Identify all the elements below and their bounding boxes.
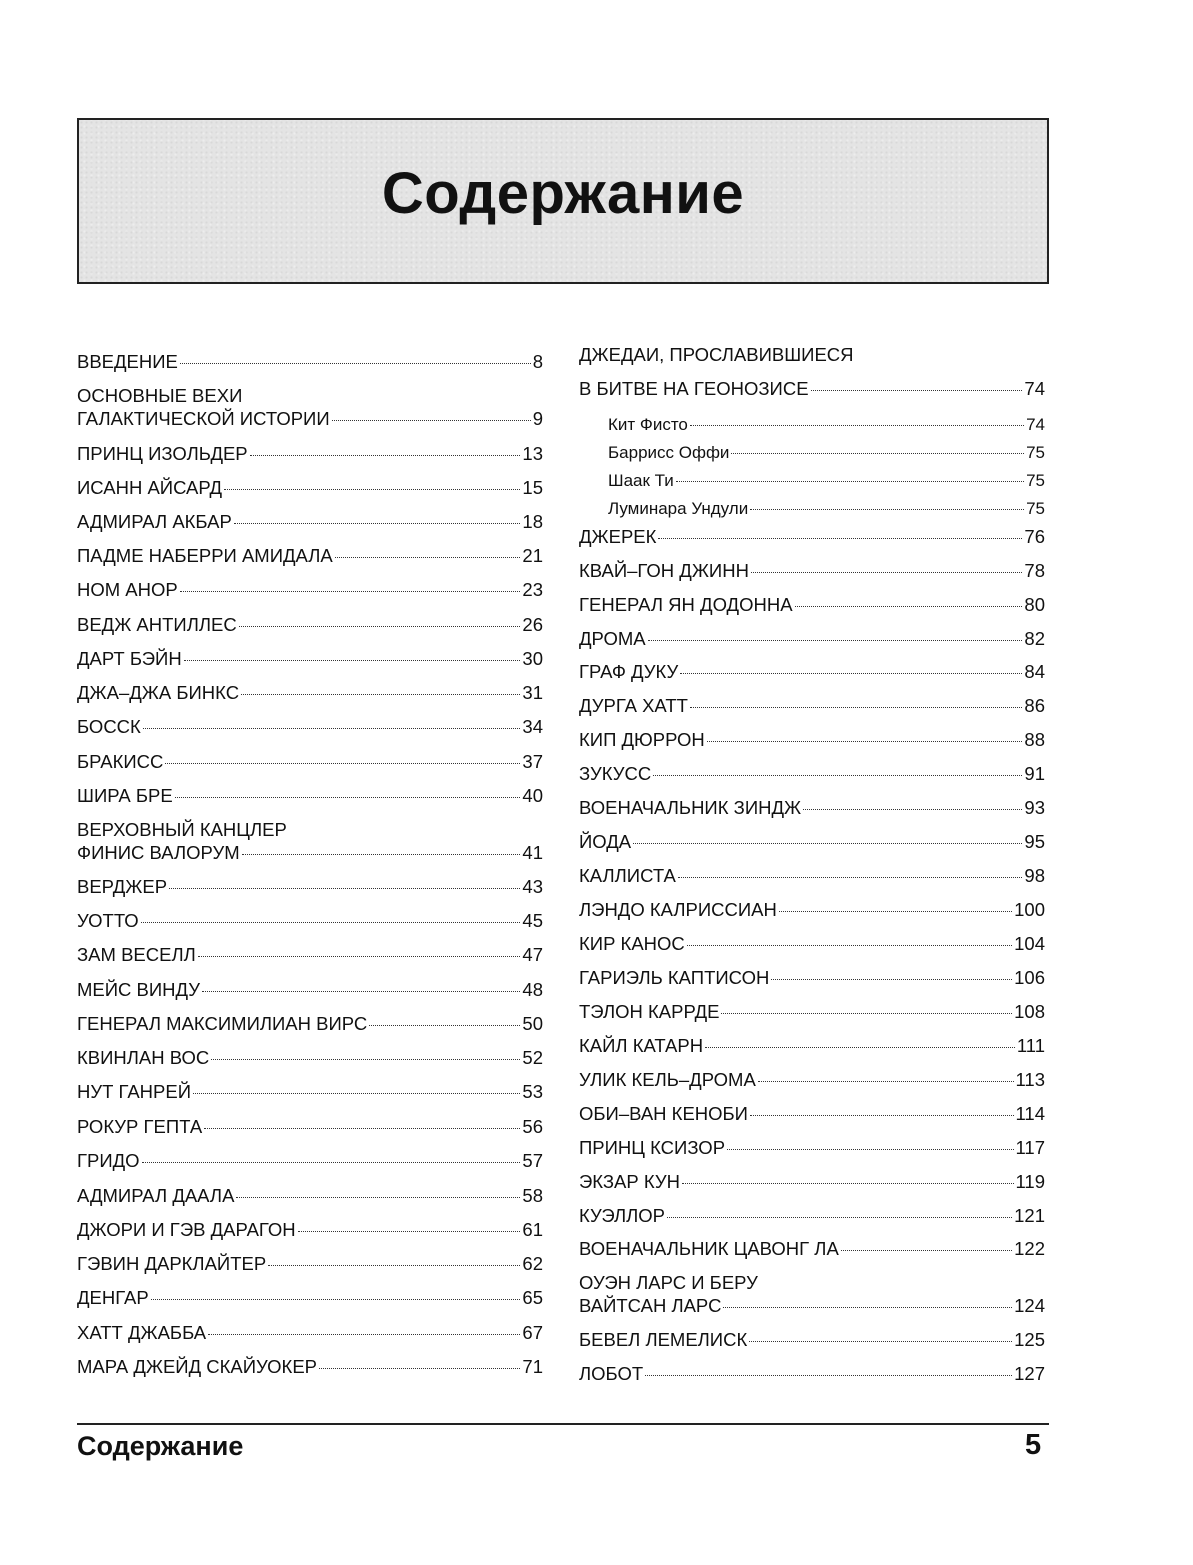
toc-entry-title: ГАЛАКТИЧЕСКОЙ ИСТОРИИ [77,408,330,429]
dot-leader [803,809,1022,810]
dot-leader [151,1299,521,1300]
toc-entry [77,476,543,499]
toc-entry-title: ВЕРДЖЕР [77,876,168,897]
page-number: 5 [1025,1429,1042,1461]
toc-entry [579,1034,1045,1057]
toc-entry [579,525,1045,548]
dot-leader [250,455,521,456]
toc-entry [77,1046,543,1069]
toc-page-number: 104 [1014,933,1045,954]
toc-page-number: 8 [532,351,543,372]
toc-page-number: 9 [532,408,543,429]
toc-entry-title: РОКУР ГЕПТА [77,1116,203,1137]
toc-entry-title: МЕЙС ВИНДУ [77,979,201,1000]
dot-leader [758,1081,1014,1082]
dot-leader [143,728,521,729]
toc-entry [77,715,543,738]
toc-entry-title: ЙОДА [579,831,632,852]
toc-entry-title: ДЖОРИ И ГЭВ ДАРАГОН [77,1219,296,1240]
toc-entry-title: НУТ ГАНРЕЙ [77,1081,192,1102]
dot-leader [750,1115,1014,1116]
toc-page-number: 37 [522,751,543,772]
dot-leader [165,763,520,764]
toc-entry [77,1115,543,1138]
dot-leader [750,509,1024,510]
toc-entry [77,1355,543,1378]
toc-entry [579,1000,1045,1023]
dot-leader [241,694,520,695]
dot-leader [690,425,1024,426]
toc-page-number: 30 [522,648,543,669]
dot-leader [749,1341,1012,1342]
toc-page-number: 58 [522,1185,543,1206]
toc-page-number: 57 [522,1150,543,1171]
toc-entry [579,694,1045,717]
dot-leader [184,660,521,661]
toc-page-number: 82 [1024,628,1045,649]
dot-leader [236,1197,520,1198]
toc-entry [579,660,1045,683]
toc-entry [579,864,1045,887]
dot-leader [723,1307,1012,1308]
toc-entry [579,728,1045,751]
toc-entry-title: ПРИНЦ ИЗОЛЬДЕР [77,443,248,464]
toc-entry [77,681,543,704]
toc-entry [77,1218,543,1241]
dot-leader [332,420,531,421]
dot-leader [633,843,1022,844]
dot-leader [645,1375,1012,1376]
toc-entry [77,1012,543,1035]
toc-page-number: 95 [1024,831,1045,852]
toc-page-number: 93 [1024,797,1045,818]
toc-entry-title: Шаак Ти [608,471,674,490]
dot-leader [180,363,531,364]
toc-entry [77,544,543,567]
toc-page-number: 127 [1014,1363,1045,1384]
toc-entry [77,909,543,932]
toc-page-number: 53 [522,1081,543,1102]
dot-leader [667,1217,1012,1218]
dot-leader [648,640,1023,641]
toc-entry-title: ГЕНЕРАЛ МАКСИМИЛИАН ВИРС [77,1013,368,1034]
dot-leader [721,1013,1012,1014]
toc-entry [77,384,543,430]
toc-entry [77,818,543,864]
toc-entry-title: ПРИНЦ КСИЗОР [579,1137,726,1158]
dot-leader [142,1162,521,1163]
toc-entry [579,1328,1045,1351]
toc-page-number: 76 [1024,526,1045,547]
toc-entry [579,830,1045,853]
toc-page-number: 75 [1026,471,1045,490]
dot-leader [811,390,1023,391]
toc-entry-title: ВЕДЖ АНТИЛЛЕС [77,614,237,635]
dot-leader [779,911,1012,912]
dot-leader [678,877,1023,878]
toc-entry [77,978,543,1001]
toc-page-number: 74 [1024,378,1045,399]
toc-entry [77,510,543,533]
toc-page-number: 80 [1024,594,1045,615]
dot-leader [169,888,520,889]
toc-entry-title: ШИРА БРЕ [77,785,173,806]
toc-page-number: 111 [1016,1035,1045,1056]
dot-leader [319,1368,520,1369]
toc-entry-first-line: ОСНОВНЫЕ ВЕХИ [77,385,243,406]
toc-page-number: 67 [522,1322,543,1343]
toc-entry [579,1271,1045,1317]
toc-entry [579,1068,1045,1091]
toc-entry [579,1237,1045,1260]
dot-leader [208,1334,520,1335]
toc-entry-title: ДУРГА ХАТТ [579,695,688,716]
dot-leader [658,538,1022,539]
toc-page-number: 41 [522,842,543,863]
toc-entry-title: АДМИРАЛ ДААЛА [77,1185,235,1206]
dot-leader [211,1059,520,1060]
toc-page-number: 26 [522,614,543,635]
toc-entry-title: ВАЙТСАН ЛАРС [579,1295,722,1316]
toc-entry-title: МАРА ДЖЕЙД СКАЙУОКЕР [77,1356,318,1377]
toc-entry-title: Луминара Ундули [608,499,749,518]
toc-entry-title: ЭКЗАР КУН [579,1171,680,1192]
toc-entry-title: ЗАМ ВЕСЕЛЛ [77,944,196,965]
toc-entry-title: БЕВЕЛ ЛЕМЕЛИСК [579,1329,748,1350]
toc-entry-title: ГАРИЭЛЬ КАПТИСОН [579,967,770,988]
toc-entry-title: ТЭЛОН КАРРДЕ [579,1001,720,1022]
toc-page-number: 71 [522,1356,543,1377]
toc-page-number: 108 [1014,1001,1045,1022]
toc-entry [77,784,543,807]
toc-page-number: 43 [522,876,543,897]
toc-entry [77,442,543,465]
toc-entry [77,943,543,966]
dot-leader [682,1183,1014,1184]
toc-entry-title: ДЖЕРЕК [579,526,657,547]
toc-sub-entry [608,413,1045,436]
toc-page-number: 21 [522,545,543,566]
toc-entry-title: ДЖА–ДЖА БИНКС [77,682,240,703]
toc-entry-title: ПАДМЕ НАБЕРРИ АМИДАЛА [77,545,333,566]
toc-entry-title: Баррисс Оффи [608,443,730,462]
dot-leader [707,741,1023,742]
dot-leader [202,991,520,992]
toc-entry [579,762,1045,785]
toc-page-number: 91 [1024,763,1045,784]
dot-leader [727,1149,1013,1150]
toc-entry [77,647,543,670]
toc-entry-title: КИР КАНОС [579,933,685,954]
dot-leader [141,922,521,923]
dot-leader [690,707,1022,708]
toc-page-number: 98 [1024,865,1045,886]
dot-leader [687,945,1012,946]
toc-entry-title: КВАЙ–ГОН ДЖИНН [579,560,749,581]
toc-entry [77,1321,543,1344]
dot-leader [751,572,1022,573]
toc-entry-title: БРАКИСС [77,751,164,772]
toc-entry-title: ВОЕНАЧАЛЬНИК ЦАВОНГ ЛА [579,1238,839,1259]
toc-page-number: 61 [522,1219,543,1240]
toc-page-number: 74 [1026,415,1045,434]
dot-leader [242,854,521,855]
toc-entry-title: ГЕНЕРАЛ ЯН ДОДОННА [579,594,793,615]
toc-entry [77,1149,543,1172]
toc-entry [579,966,1045,989]
toc-entry-title: ГРАФ ДУКУ [579,661,679,682]
dot-leader [204,1128,520,1129]
toc-page-number: 48 [522,979,543,1000]
toc-section-heading [579,343,1045,366]
dot-leader [841,1250,1012,1251]
toc-entry [579,932,1045,955]
toc-entry-title: НОМ АНОР [77,579,178,600]
toc-page-number: 34 [522,716,543,737]
toc-page-number: 40 [522,785,543,806]
toc-entry-title: АДМИРАЛ АКБАР [77,511,232,532]
toc-page-number: 31 [522,682,543,703]
toc-entry-title: ИСАНН АЙСАРД [77,477,223,498]
toc-entry [579,377,1045,400]
toc-entry [579,1170,1045,1193]
toc-entry-title: ОБИ–ВАН КЕНОБИ [579,1103,748,1124]
toc-entry-title: ЗУКУСС [579,763,652,784]
toc-page-number: 125 [1014,1329,1045,1350]
dot-leader [795,606,1023,607]
dot-leader [676,481,1024,482]
toc-page-number: 113 [1015,1069,1045,1090]
toc-page-number: 18 [522,511,543,532]
dot-leader [224,489,520,490]
toc-entry-title: ЛЭНДО КАЛРИССИАН [579,899,777,920]
dot-leader [175,797,521,798]
toc-entry-title: ДАРТ БЭЙН [77,648,182,669]
toc-entry [579,898,1045,921]
title-box [77,118,1049,284]
toc-entry-title: КИП ДЮРРОН [579,729,705,750]
dot-leader [180,591,521,592]
toc-page-number: 124 [1014,1295,1045,1316]
toc-entry [579,627,1045,650]
toc-entry-title: КАЙЛ КАТАРН [579,1035,704,1056]
toc-entry-first-line: ОУЭН ЛАРС И БЕРУ [579,1272,758,1293]
toc-entry-title: ВОЕНАЧАЛЬНИК ЗИНДЖ [579,797,802,818]
toc-entry-title: ДЕНГАР [77,1287,149,1308]
toc-entry [579,1204,1045,1227]
toc-page-number: 13 [522,443,543,464]
toc-page-number: 84 [1024,661,1045,682]
dot-leader [653,775,1022,776]
toc-page-number: 122 [1014,1238,1045,1259]
toc-entry [579,1102,1045,1125]
toc-page-number: 75 [1026,443,1045,462]
dot-leader [298,1231,521,1232]
toc-entry [579,1136,1045,1159]
toc-page-number: 78 [1024,560,1045,581]
toc-page-number: 75 [1026,499,1045,518]
toc-entry [579,796,1045,819]
toc-page-number: 50 [522,1013,543,1034]
toc-entry [77,1252,543,1275]
toc-sub-entry [608,469,1045,492]
toc-entry-title: БОССК [77,716,141,737]
toc-entry [77,1286,543,1309]
dot-leader [234,523,521,524]
toc-page-number: 52 [522,1047,543,1068]
toc-entry-title: Кит Фисто [608,415,688,434]
toc-page-number: 86 [1024,695,1045,716]
footer-title: Содержание [77,1431,244,1461]
toc-entry-title: ФИНИС ВАЛОРУМ [77,842,240,863]
toc-page-number: 106 [1014,967,1045,988]
page-title: Содержание [381,160,745,226]
toc-page-number: 45 [522,910,543,931]
toc-page-number: 100 [1014,899,1045,920]
toc-entry [579,593,1045,616]
dot-leader [680,673,1022,674]
toc-page-number: 65 [522,1287,543,1308]
toc-page-number: 119 [1015,1171,1045,1192]
toc-entry-first-line: ВЕРХОВНЫЙ КАНЦЛЕР [77,819,287,840]
dot-leader [771,979,1012,980]
toc-entry-title: КВИНЛАН ВОС [77,1047,210,1068]
dot-leader [239,626,521,627]
dot-leader [193,1093,520,1094]
toc-entry-title: ЛОБОТ [579,1363,644,1384]
dot-leader [335,557,521,558]
toc-entry-title: КУЭЛЛОР [579,1205,666,1226]
toc-entry [579,559,1045,582]
toc-entry-title: ВВЕДЕНИЕ [77,351,178,372]
toc-entry-title: КАЛЛИСТА [579,865,676,886]
toc-page-number: 15 [522,477,543,498]
toc-entry-title: УЛИК КЕЛЬ–ДРОМА [579,1069,756,1090]
toc-sub-entry [608,441,1045,464]
toc-entry [579,1362,1045,1385]
dot-leader [198,956,521,957]
toc-entry [77,350,543,373]
toc-sub-entry [608,497,1045,520]
toc-page-number: 23 [522,579,543,600]
dot-leader [705,1047,1015,1048]
dot-leader [369,1025,520,1026]
toc-entry-title: УОТТО [77,910,139,931]
dot-leader [731,453,1024,454]
toc-entry-title: ГРИДО [77,1150,140,1171]
toc-entry-title: В БИТВЕ НА ГЕОНОЗИСЕ [579,378,809,399]
toc-page-number: 121 [1014,1205,1045,1226]
footer-divider [77,1423,1049,1425]
toc-entry [77,875,543,898]
dot-leader [268,1265,520,1266]
toc-heading-text: ДЖЕДАИ, ПРОСЛАВИВШИЕСЯ [579,344,854,365]
toc-page-number: 88 [1024,729,1045,750]
toc-entry [77,750,543,773]
toc-entry-title: ХАТТ ДЖАББА [77,1322,207,1343]
toc-entry [77,613,543,636]
toc-entry-title: ДРОМА [579,628,646,649]
toc-entry [77,578,543,601]
toc-page-number: 117 [1015,1137,1045,1158]
toc-entry-title: ГЭВИН ДАРКЛАЙТЕР [77,1253,267,1274]
toc-page-number: 47 [522,944,543,965]
toc-page-number: 114 [1015,1103,1045,1124]
toc-entry [77,1080,543,1103]
toc-page-number: 62 [522,1253,543,1274]
toc-entry [77,1184,543,1207]
toc-page-number: 56 [522,1116,543,1137]
